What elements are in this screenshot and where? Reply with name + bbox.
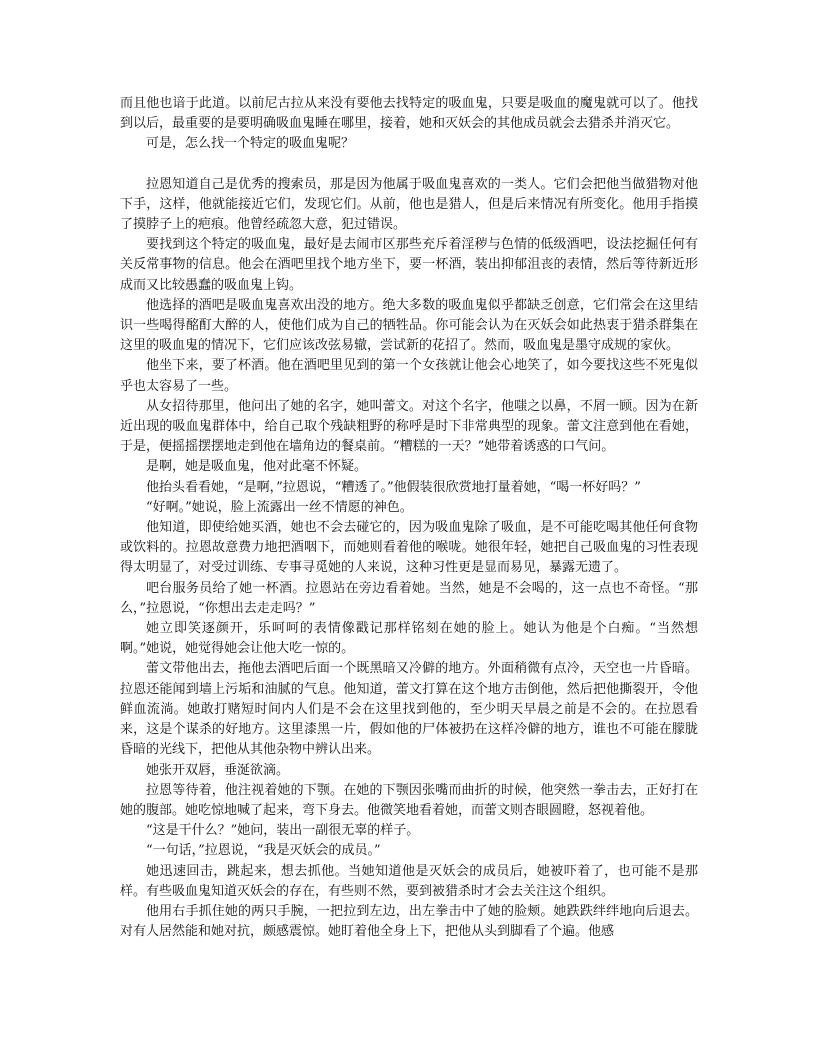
body-paragraph: 他坐下来，要了杯酒。他在酒吧里见到的第一个女孩就让他会心地笑了，如今要找这些不死鬼似乎也太容易了一些。 xyxy=(120,358,698,394)
body-paragraph: “一句话，”拉恩说，“我是灭妖会的成员。” xyxy=(146,843,381,859)
body-paragraph: 拉恩知道自己是优秀的搜索员，那是因为他属于吸血鬼喜欢的一类人。它们会把他当做猎物对他下手，这样，他就能接近它们，发现它们。从前，他也是猎人，但是后来情况有所变化。他用手指摸了摸脖子上的疤痕。他曾经疏忽大意，犯过错误。 xyxy=(120,176,698,233)
body-paragraph: 他用右手抓住她的两只手腕，一把拉到左边，出左拳击中了她的脸颊。她跌跌绊绊地向后退去。对有人居然能和她对抗，颇感震惊。她盯着他全身上下，把他从头到脚看了个遍。他感 xyxy=(120,903,698,940)
body-paragraph: 是啊，她是吸血鬼，他对此毫不怀疑。 xyxy=(146,459,368,475)
body-paragraph: 他选择的酒吧是吸血鬼喜欢出没的地方。绝大多数的吸血鬼似乎都缺乏创意，它们常会在这里结识一些喝得酩酊大醉的人，使他们成为自己的牺牲品。你可能会认为在灭妖会如此热衷于猎杀群集在这里的吸血鬼的情况下，它们应该改弦易辙，尝试新的花招了。然而，吸血鬼是墨守成规的家伙。 xyxy=(120,297,698,354)
body-paragraph: “这是干什么？”她问，装出一副很无辜的样子。 xyxy=(146,823,420,839)
body-paragraph: 吧台服务员给了她一杯酒。拉恩站在旁边看着她。当然，她是不会喝的，这一点也不奇怪。“那么，”拉恩说，“你想出去走走吗？” xyxy=(120,580,698,616)
body-paragraph: 拉恩等待着，他注视着她的下颚。在她的下颚因张嘴而曲折的时候，他突然一拳击去，正好打在她的腹部。她吃惊地喊了起来，弯下身去。他微笑地看着她，而蕾文则杏眼圆瞪，怒视着他。 xyxy=(120,782,698,818)
body-paragraph: 她迅速回击，跳起来，想去抓他。当她知道他是灭妖会的成员后，她被吓着了，也可能不是那样。有些吸血鬼知道灭妖会的存在，有些则不然，要到被猎杀时才会去关注这个组织。 xyxy=(120,863,698,899)
body-paragraph: “好啊。”她说，脸上流露出一丝不情愿的神色。 xyxy=(146,499,413,515)
body-paragraph: 他知道，即使给她买酒，她也不会去碰它的，因为吸血鬼除了吸血，是不可能吃喝其他任何食物或饮料的。拉恩故意费力地把酒咽下，而她则看着他的喉咙。她很年轻，她把自己吸血鬼的习性表现得太明显了，对受过训练、专事寻觅她的人来说，这种习性更是显而易见，暴露无遗了。 xyxy=(120,520,698,576)
body-paragraph: 他抬头看看她，“是啊，”拉恩说，“糟透了。”他假装很欣赏地打量着她，“喝一杯好吗？” xyxy=(146,479,641,495)
body-paragraph: 她张开双唇，垂涎欲滴。 xyxy=(146,762,290,778)
body-paragraph: 要找到这个特定的吸血鬼，最好是去闹市区那些充斥着淫秽与色情的低级酒吧，设法挖掘任何有关反常事物的信息。他会在酒吧里找个地方坐下，要一杯酒，装出抑郁沮丧的表情，然后等待新近形成而又比较愚蠢的吸血鬼上钩。 xyxy=(120,237,698,293)
body-paragraph: 从女招待那里，他问出了她的名字，她叫蕾文。对这个名字，他嗤之以鼻，不屑一顾。因为在新近出现的吸血鬼群体中，给自己取个残缺粗野的称呼是时下非常典型的现象。蕾文注意到他在看她，于是，便摇摇摆摆地走到他在墙角边的餐桌前。“糟糕的一天？”她带着诱惑的口气问。 xyxy=(120,398,698,455)
body-paragraph: 她立即笑逐颜开，乐呵呵的表情像戳记那样铭刻在她的脸上。她认为他是个白痴。“当然想啊。”她说，她觉得她会让他大吃一惊的。 xyxy=(120,621,698,657)
document-page xyxy=(120,94,698,942)
paragraph-spacer xyxy=(120,155,698,175)
body-paragraph: 可是，怎么找一个特定的吸血鬼呢？ xyxy=(146,136,355,152)
body-paragraph: 蕾文带他出去，拖他去酒吧后面一个既黑暗又冷僻的地方。外面稍微有点冷，天空也一片昏暗。拉恩还能闻到墙上污垢和油腻的气息。他知道，蕾文打算在这个地方击倒他，然后把他撕裂开，令他鲜血流淌。她敢打赌短时间内人们是不会在这里找到他的，至少明天早晨之前是不会的。在拉恩看来，这是个谋杀的好地方。这里漆黑一片，假如他的尸体被扔在这样冷僻的地方，谁也不可能在朦胧昏暗的光线下，把他从其他杂物中辨认出来。 xyxy=(120,661,698,758)
body-paragraph: 而且他也谙于此道。以前尼古拉从来没有要他去找特定的吸血鬼，只要是吸血的魔鬼就可以了。他找到以后，最重要的是要明确吸血鬼睡在哪里，接着，她和灭妖会的其他成员就会去猎杀并消灭它。 xyxy=(120,96,698,132)
